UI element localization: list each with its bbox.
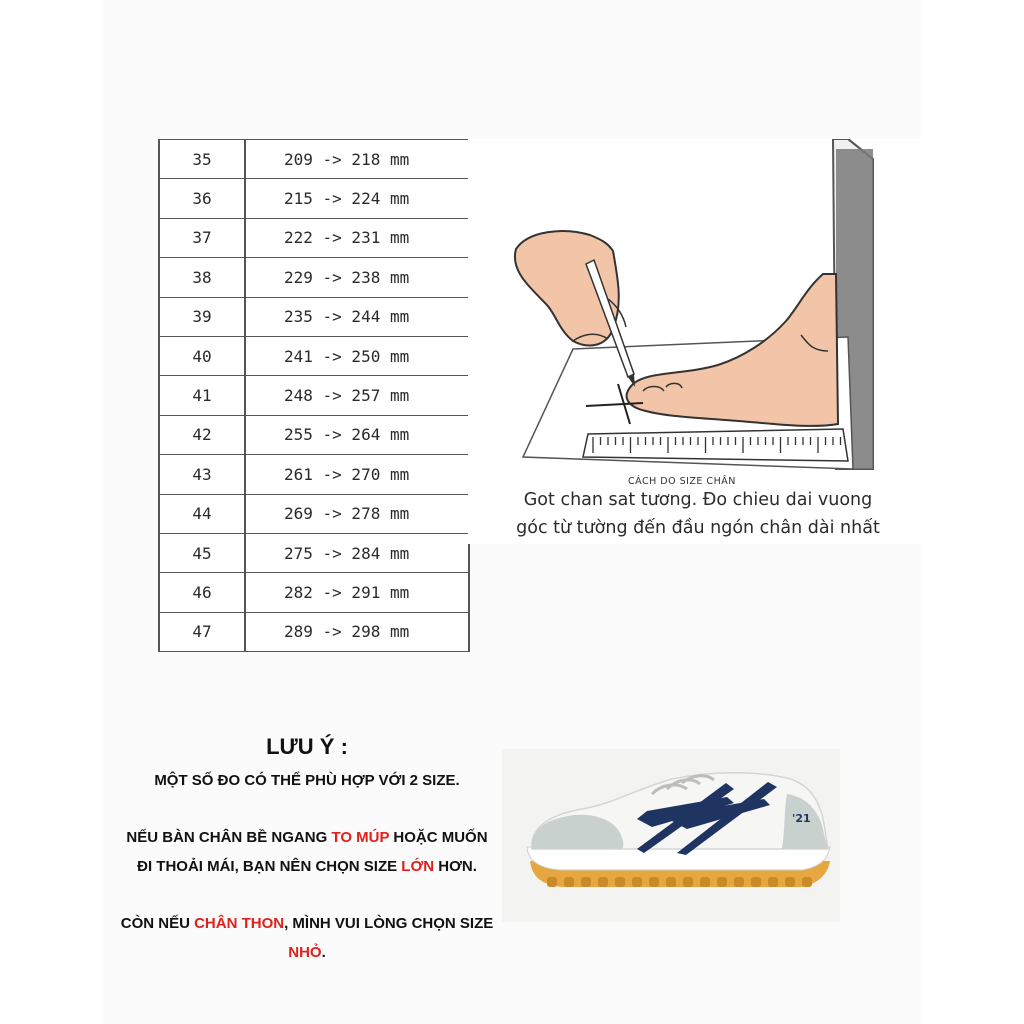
foot-length-cell: 222 -> 231 mm [245,218,469,257]
shoe-photo [502,749,840,922]
note-p2-text-b: HOẶC MUỐN ĐI THOẢI MÁI, BẠN NÊN CHỌN SIZE [137,829,488,875]
foot-length-cell: 289 -> 298 mm [245,612,469,651]
measure-instruction-line-2: góc từ tường đến đầu ngón chân dài nhất [516,518,880,538]
size-cell: 41 [159,376,245,415]
note-paragraph-3 [118,909,496,967]
foot-measure-drawing [468,139,923,479]
foot-length-cell: 241 -> 250 mm [245,336,469,375]
size-cell: 47 [159,612,245,651]
measure-method-label: CÁCH DO SIZE CHÂN [628,476,736,487]
note-p2-text-c: HƠN. [434,858,477,875]
size-row [159,573,469,612]
shoe-heel-text: '21 [792,812,811,825]
note-p2-highlight-larger: LỚN [401,858,435,875]
size-cell: 44 [159,494,245,533]
size-cell: 37 [159,218,245,257]
size-cell: 39 [159,297,245,336]
size-row [159,533,469,572]
size-chart-table [158,139,470,652]
measure-instruction-line-1: Got chan sat tương. Đo chieu dai vuong [523,490,873,510]
size-cell: 36 [159,179,245,218]
size-row [159,376,469,415]
size-note [118,734,496,967]
size-cell: 45 [159,533,245,572]
size-cell: 40 [159,336,245,375]
size-cell: 38 [159,258,245,297]
size-row [159,494,469,533]
foot-length-cell: 255 -> 264 mm [245,415,469,454]
size-row [159,612,469,651]
note-p3-highlight-slim-foot: CHÂN THON [194,915,285,932]
note-paragraph-1: MỘT SỐ ĐO CÓ THỂ PHÙ HỢP VỚI 2 SIZE. [154,772,460,789]
note-p3-text-a: CÒN NẾU [120,915,195,932]
note-paragraph-2 [118,823,496,881]
foot-length-cell: 248 -> 257 mm [245,376,469,415]
foot-length-cell: 229 -> 238 mm [245,258,469,297]
note-title: LƯU Ý : [266,734,348,759]
size-cell: 43 [159,455,245,494]
foot-length-cell: 269 -> 278 mm [245,494,469,533]
size-row [159,179,469,218]
note-p3-text-c: . [321,944,326,961]
foot-length-cell: 261 -> 270 mm [245,455,469,494]
size-row [159,258,469,297]
size-cell: 46 [159,573,245,612]
note-p2-highlight-wide-foot: TO MÚP [331,829,390,846]
note-p3-highlight-smaller: NHỎ [288,944,322,961]
foot-length-cell: 215 -> 224 mm [245,179,469,218]
foot-measure-illustration [468,139,923,544]
size-row [159,415,469,454]
size-row [159,140,469,179]
shoe-drawing [502,749,840,922]
foot-length-cell: 235 -> 244 mm [245,297,469,336]
note-p2-text-a: NẾU BÀN CHÂN BỀ NGANG [126,829,332,846]
note-p3-text-b: , MÌNH VUI LÒNG CHỌN SIZE [284,915,494,932]
foot-length-cell: 282 -> 291 mm [245,573,469,612]
foot-length-cell: 275 -> 284 mm [245,533,469,572]
foot-length-cell: 209 -> 218 mm [245,140,469,179]
size-cell: 42 [159,415,245,454]
size-cell: 35 [159,140,245,179]
size-row [159,336,469,375]
measure-instruction [478,486,918,542]
size-row [159,297,469,336]
size-row [159,455,469,494]
size-row [159,218,469,257]
